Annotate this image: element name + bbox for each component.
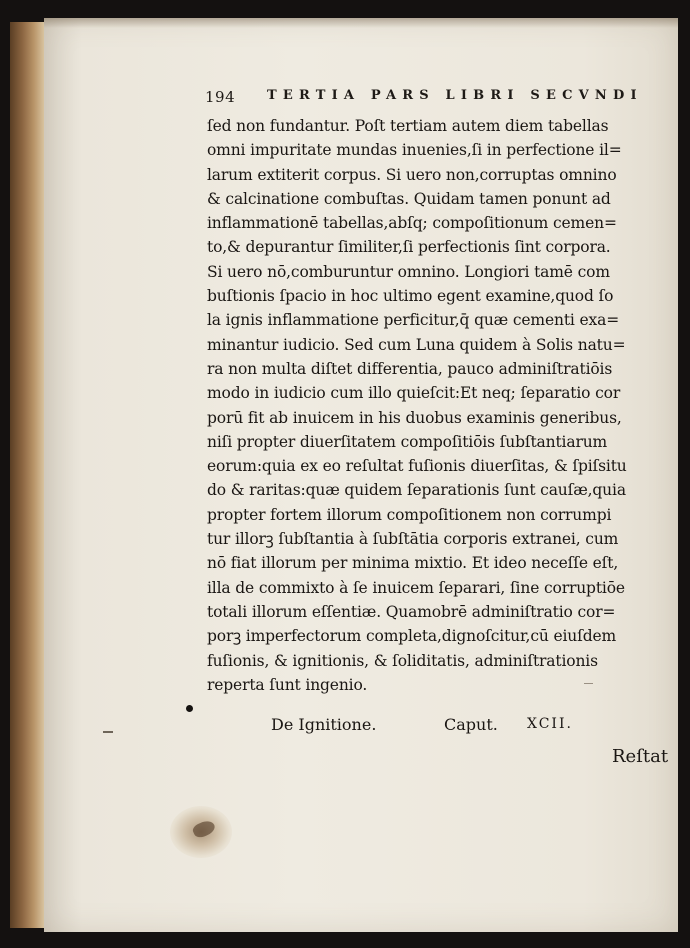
text-line: inflammationē tabellas,abſq; compoſitionum cemen= bbox=[207, 214, 617, 233]
paper-speck bbox=[584, 683, 593, 684]
chapter-caput-label: Caput. bbox=[444, 715, 498, 734]
text-line: propter fortem illorum compoſitionem non corrumpi bbox=[207, 505, 612, 524]
chapter-number: XCII. bbox=[527, 716, 573, 732]
text-line: do & raritas:quæ quidem ſeparationis ſunt cauſæ,quia bbox=[207, 481, 626, 500]
text-line: tur illorꝫ ſubſtantia à ſubſtātia corporis extranei, cum bbox=[207, 530, 619, 549]
running-title: TERTIA PARS LIBRI SECVNDI bbox=[267, 88, 643, 103]
text-line: niſi propter diuerſitatem compoſitiōis ſubſtantiarum bbox=[207, 432, 608, 451]
text-line: Si uero nō,comburuntur omnino. Longiori tamē com bbox=[207, 262, 610, 281]
text-line: ſed non fundantur. Poſt tertiam autem diem tabellas bbox=[207, 117, 609, 135]
text-line: reperta ſunt ingenio. bbox=[207, 675, 368, 694]
text-line: fuſionis, & ignitionis, & ſoliditatis, adminiſtrationis bbox=[207, 651, 598, 670]
page-number: 194 bbox=[205, 88, 236, 106]
text-line: totali illorum eſſentiæ. Quamobrē adminiſtratio cor= bbox=[207, 602, 616, 621]
running-head bbox=[205, 86, 645, 110]
text-line: porꝫ imperfectorum completa,dignoſcitur,cū eiuſdem bbox=[207, 627, 617, 646]
text-line: porū fit ab inuicem in his duobus examinis generibus, bbox=[207, 408, 622, 427]
book-binding-gutter bbox=[10, 22, 44, 928]
text-line: omni impuritate mundas inuenies,ſi in perfectione il= bbox=[207, 141, 622, 160]
chapter-title: De Ignitione. bbox=[271, 715, 377, 734]
text-line: & calcinatione combuſtas. Quidam tamen ponunt ad bbox=[207, 189, 611, 208]
text-line: la ignis inflammatione perficitur,q̄ quæ cementi exa= bbox=[207, 311, 620, 330]
top-edge-shadow bbox=[44, 18, 678, 28]
text-line: buſtionis ſpacio in hoc ultimo egent examine,quod ſo bbox=[207, 287, 614, 306]
text-line: modo in iudicio cum illo quieſcit:Et neq; ſeparatio cor bbox=[207, 384, 621, 403]
text-line: larum extiterit corpus. Si uero non,corruptas omnino bbox=[207, 165, 617, 184]
body-text-block bbox=[207, 114, 677, 697]
text-line: ra non multa diſtet differentia, pauco adminiſtratiōis bbox=[207, 359, 613, 378]
text-line: eorum:quia ex eo reſultat fuſionis diuerſitas, & ſpiſsitu bbox=[207, 457, 627, 476]
text-line: nō fiat illorum per minima mixtio. Et ideo neceſſe eſt, bbox=[207, 554, 619, 573]
text-line: illa de commixto à ſe inuicem ſeparari, ſine corruptiōe bbox=[207, 578, 625, 597]
catchword: Reſtat bbox=[612, 746, 669, 767]
text-line: minantur iudicio. Sed cum Luna quidem à Solis natu= bbox=[207, 335, 626, 354]
text-line: to,& depurantur ſimiliter,ſi perfectionis ſint corpora. bbox=[207, 238, 611, 257]
chapter-heading bbox=[0, 711, 690, 741]
